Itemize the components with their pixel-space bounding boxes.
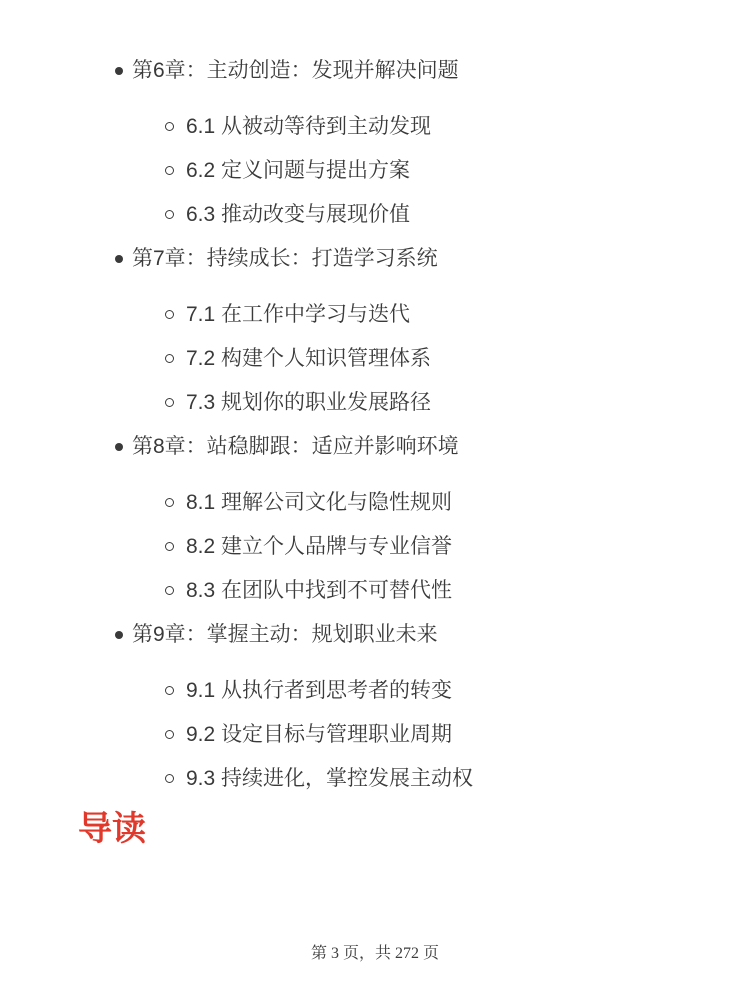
toc-section-item xyxy=(78,200,750,230)
toc-section-item xyxy=(78,676,750,706)
bullet-disc-icon xyxy=(115,255,123,263)
toc-chapter-item xyxy=(78,56,750,230)
bullet-circle-icon xyxy=(165,498,174,507)
bullet-circle-icon xyxy=(165,166,174,175)
toc-chapter-item xyxy=(78,620,750,794)
toc-section-list xyxy=(78,676,750,794)
toc-chapter-title: 第6章：主动创造：发现并解决问题 xyxy=(132,59,459,82)
bullet-circle-icon xyxy=(165,774,174,783)
toc-section-title: 8.1 理解公司文化与隐性规则 xyxy=(186,491,453,514)
bullet-circle-icon xyxy=(165,686,174,695)
bullet-disc-icon xyxy=(115,631,123,639)
toc-section-list xyxy=(78,300,750,418)
toc-section-title: 8.3 在团队中找到不可替代性 xyxy=(186,579,453,602)
toc-section-item xyxy=(78,344,750,374)
toc-section-title: 6.2 定义问题与提出方案 xyxy=(186,159,411,182)
toc-chapter-line xyxy=(78,244,750,274)
toc-section-list xyxy=(78,488,750,606)
toc-section-title: 9.1 从执行者到思考者的转变 xyxy=(186,679,453,702)
toc-section-item xyxy=(78,720,750,750)
bullet-circle-icon xyxy=(165,354,174,363)
toc-chapter-line xyxy=(78,620,750,650)
toc-section-title: 7.1 在工作中学习与迭代 xyxy=(186,303,411,326)
toc-section-title: 7.2 构建个人知识管理体系 xyxy=(186,347,432,370)
toc-chapter-item xyxy=(78,432,750,606)
bullet-circle-icon xyxy=(165,730,174,739)
toc-section-item xyxy=(78,112,750,142)
bullet-circle-icon xyxy=(165,398,174,407)
toc-section-item xyxy=(78,764,750,794)
toc-section-item xyxy=(78,488,750,518)
toc-section-title: 7.3 规划你的职业发展路径 xyxy=(186,391,432,414)
reading-guide-heading: 导读 xyxy=(78,810,146,848)
toc-chapter-title: 第8章：站稳脚跟：适应并影响环境 xyxy=(132,435,459,458)
toc-chapter-line xyxy=(78,432,750,462)
toc-section-title: 9.3 持续进化，掌控发展主动权 xyxy=(186,767,474,790)
toc-section-item xyxy=(78,300,750,330)
toc-section-item xyxy=(78,388,750,418)
toc-section-list xyxy=(78,112,750,230)
page-number-footer: 第 3 页，共 272 页 xyxy=(310,945,439,962)
bullet-disc-icon xyxy=(115,67,123,75)
toc-chapter-title: 第7章：持续成长：打造学习系统 xyxy=(132,247,438,270)
bullet-circle-icon xyxy=(165,542,174,551)
toc-section-item xyxy=(78,576,750,606)
toc-section-title: 6.1 从被动等待到主动发现 xyxy=(186,115,432,138)
toc-section-title: 8.2 建立个人品牌与专业信誉 xyxy=(186,535,453,558)
toc-section-item xyxy=(78,532,750,562)
toc-chapter-title: 第9章：掌握主动：规划职业未来 xyxy=(132,623,438,646)
bullet-circle-icon xyxy=(165,586,174,595)
toc-section-title: 6.3 推动改变与展现价值 xyxy=(186,203,411,226)
bullet-circle-icon xyxy=(165,210,174,219)
toc-section-item xyxy=(78,156,750,186)
toc-chapter-item xyxy=(78,244,750,418)
toc-section-title: 9.2 设定目标与管理职业周期 xyxy=(186,723,453,746)
bullet-circle-icon xyxy=(165,122,174,131)
bullet-circle-icon xyxy=(165,310,174,319)
toc-chapter-line xyxy=(78,56,750,86)
bullet-disc-icon xyxy=(115,443,123,451)
